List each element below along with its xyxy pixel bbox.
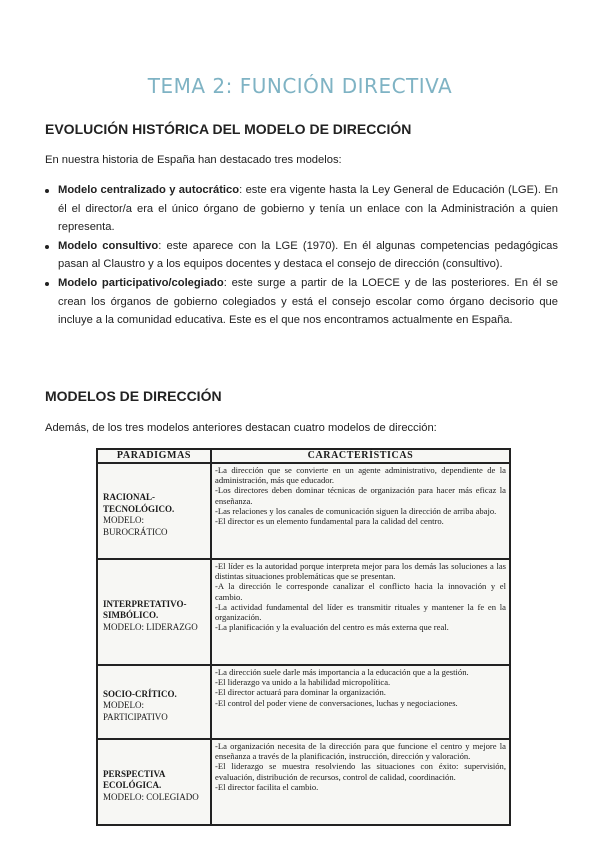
models-table xyxy=(96,448,511,826)
model-text: : este surge a partir de la LOECE y de las posteriores. En él se crean los órganos de gobierno colegiados y está el consejo escolar como órgano decisorio que incluye a la comunidad educativa. Este es el que nos encontramos actualmente en España. xyxy=(58,276,558,327)
characteristic-item: -La actividad fundamental del líder es transmitir rituales y mantener la fe en la organización. xyxy=(215,601,506,623)
bullet-icon xyxy=(45,282,49,286)
paradigm-model: MODELO: BUROCRÁTICO xyxy=(103,515,168,537)
paradigm-cell xyxy=(97,463,211,559)
table-header-paradigmas: PARADIGMAS xyxy=(97,449,211,463)
characteristics-cell xyxy=(211,665,510,739)
models-list xyxy=(45,181,558,330)
model-text: : este aparece con la LGE (1970). En él algunas competencias pedagógicas pasan al Claustro y a los equipos docentes y destaca el consejo de dirección (consultivo). xyxy=(58,239,558,271)
model-name: Modelo consultivo xyxy=(58,239,159,252)
characteristic-item: -El director actuará para dominar la organización. xyxy=(215,687,386,698)
list-item-model-2 xyxy=(45,237,558,274)
characteristic-item: -La dirección suele darle más importancia a la educación que a la gestión. xyxy=(215,667,469,677)
table-row xyxy=(97,559,510,665)
paradigm-model: MODELO: LIDERAZGO xyxy=(103,621,198,632)
characteristic-item: -El control del poder viene de conversaciones, luchas y negociaciones. xyxy=(215,697,458,708)
section-heading-evolucion: EVOLUCIÓN HISTÓRICA DEL MODELO DE DIRECCIÓN xyxy=(45,121,412,137)
list-item-model-3 xyxy=(45,274,558,330)
characteristic-item: -Las relaciones y los canales de comunicación siguen la dirección de arriba abajo. xyxy=(215,505,497,516)
bullet-icon xyxy=(45,189,49,193)
paradigm-cell xyxy=(97,665,211,739)
section-intro-modelos: Además, de los tres modelos anteriores destacan cuatro modelos de dirección: xyxy=(45,422,437,434)
characteristic-item: -El líder es la autoridad porque interpreta mejor para los demás las soluciones a las distintas situaciones problemáticas que se presentan. xyxy=(215,561,506,582)
characteristic-item: -El liderazgo se muestra resolviendo las situaciones con éxito: supervisión, evaluación, distribución de recursos, control de calidad, coordinación. xyxy=(215,761,506,782)
table-row xyxy=(97,463,510,559)
characteristics-cell xyxy=(211,739,510,825)
section-heading-modelos: MODELOS DE DIRECCIÓN xyxy=(45,388,222,404)
page-title: TEMA 2: FUNCIÓN DIRECTIVA xyxy=(147,74,453,98)
characteristic-item: -La planificación y la evaluación del centro es más externa que real. xyxy=(215,622,449,633)
model-name: Modelo participativo/colegiado xyxy=(58,276,224,289)
section-intro-evolucion: En nuestra historia de España han destacado tres modelos: xyxy=(45,154,342,166)
characteristic-item: -La organización necesita de la dirección para que funcione el centro y mejore la enseñanza a través de la planificación, instrucción, dirección y valoración. xyxy=(215,741,506,762)
model-text: : este era vigente hasta la Ley General de Educación (LGE). En él el director/a era el único órgano de gobierno y tenía un enlace con la Administración a quien representa. xyxy=(58,184,558,234)
paradigm-name: RACIONAL-TECNOLÓGICO. xyxy=(103,492,175,514)
model-name: Modelo centralizado y autocrático xyxy=(58,184,240,196)
paradigm-name: SOCIO-CRÍTICO. xyxy=(103,688,177,699)
characteristics-cell xyxy=(211,559,510,665)
characteristic-item: -A la dirección le corresponde canalizar el conflicto hacia la innovación y el cambio. xyxy=(215,581,506,602)
characteristic-item: -El director facilita el cambio. xyxy=(215,781,319,792)
list-item-model-1 xyxy=(45,181,558,237)
bullet-icon xyxy=(45,245,49,249)
characteristic-item: -El director es un elemento fundamental para la calidad del centro. xyxy=(215,516,444,527)
paradigm-name: INTERPRETATIVO-SIMBÓLICO. xyxy=(103,598,187,621)
paradigm-model: MODELO: PARTICIPATIVO xyxy=(103,700,168,722)
characteristic-item: -La dirección que se convierte en un agente administrativo, dependiente de la administración, más que educador. xyxy=(215,465,506,486)
table-header-caracteristicas: CARACTERÍSTICAS xyxy=(211,449,510,463)
table-row xyxy=(97,739,510,825)
characteristics-cell xyxy=(211,463,510,559)
paradigm-cell xyxy=(97,739,211,825)
paradigm-model: MODELO: COLEGIADO xyxy=(103,791,199,802)
table-row xyxy=(97,665,510,739)
paradigm-cell xyxy=(97,559,211,665)
paradigm-name: PERSPECTIVA ECOLÓGICA. xyxy=(103,768,165,791)
characteristic-item: -El liderazgo va unido a la habilidad micropolítica. xyxy=(215,677,391,688)
characteristic-item: -Los directores deben dominar técnicas de organización para hacer más eficaz la enseñanza. xyxy=(215,485,506,506)
